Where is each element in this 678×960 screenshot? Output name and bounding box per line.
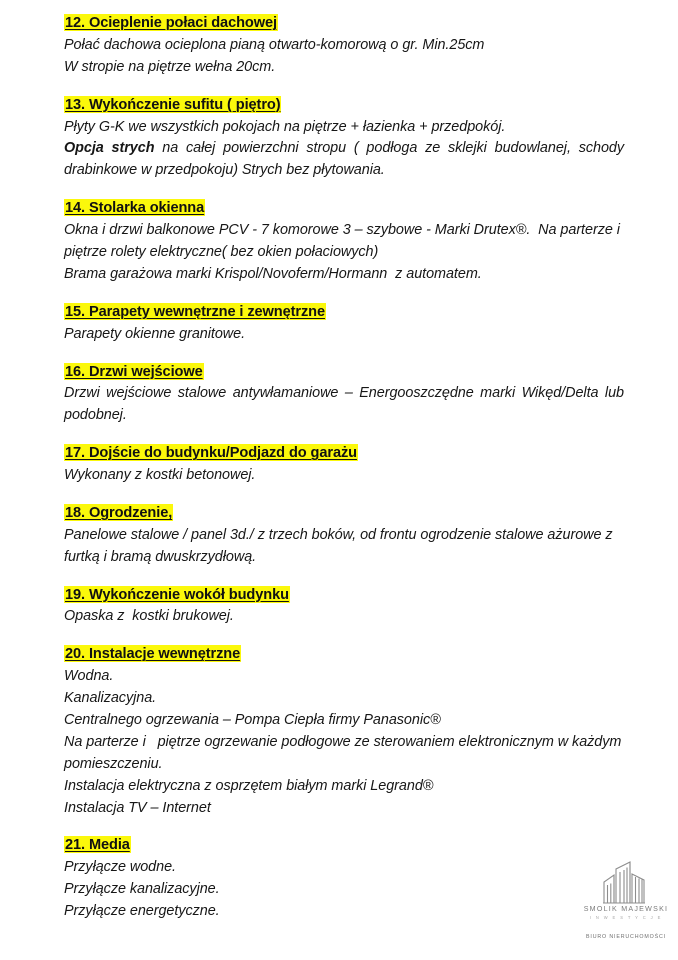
body-line: Kanalizacyjna.	[64, 690, 157, 707]
section-19-heading-wrap	[64, 586, 624, 605]
section-12-body	[64, 35, 624, 79]
section-15	[64, 303, 624, 346]
section-12	[64, 14, 624, 79]
section-13	[64, 96, 624, 183]
section-15-heading-wrap	[64, 303, 624, 322]
section-20	[64, 645, 624, 819]
company-logo	[576, 860, 676, 952]
section-21	[64, 836, 624, 923]
logo-company-name: SMOLIK MAJEWSKI	[583, 905, 669, 913]
section-17	[64, 444, 624, 487]
body-line: Wykonany z kostki betonowej.	[64, 467, 256, 484]
section-18	[64, 504, 624, 569]
body-line: Przyłącze energetyczne.	[64, 903, 220, 920]
section-18-heading-wrap	[64, 504, 624, 523]
section-21-heading-wrap	[64, 836, 624, 855]
section-heading: 15. Parapety wewnętrzne i zewnętrzne	[65, 303, 325, 320]
section-17-body	[64, 465, 624, 487]
section-heading: 12. Ocieplenie połaci dachowej	[65, 15, 277, 31]
body-line: Instalacja elektryczna z osprzętem białym marki Legrand®	[64, 777, 434, 794]
section-19	[64, 586, 624, 629]
body-line: Przyłącze kanalizacyjne.	[64, 881, 220, 898]
section-heading: 20. Instalacje wewnętrzne	[65, 646, 241, 663]
section-20-heading-wrap	[64, 645, 624, 664]
section-14-body	[64, 220, 624, 286]
body-line: Wodna.	[64, 668, 114, 685]
section-heading: 19. Wykończenie wokół budynku	[65, 586, 289, 603]
document-body	[64, 14, 624, 937]
body-line: Instalacja TV – Internet	[64, 799, 211, 816]
section-14	[64, 199, 624, 286]
body-line: Na parterze i piętrze ogrzewanie podłogowe ze sterowaniem elektronicznym w każdym pomieszczeniu.	[64, 733, 626, 772]
section-heading: 16. Drzwi wejściowe	[65, 363, 203, 380]
section-heading: 13. Wykończenie sufitu ( piętro)	[65, 96, 281, 113]
body-line: Centralnego ogrzewania – Pompa Ciepła firmy Panasonic®	[64, 712, 441, 729]
section-13-body-line-2	[64, 138, 624, 182]
section-19-body	[64, 606, 624, 628]
section-12-heading-wrap	[64, 14, 624, 33]
body-line: Opaska z kostki brukowej.	[64, 608, 234, 625]
section-18-body: Panelowe stalowe / panel 3d./ z trzech boków, od frontu ogrodzenie stalowe ażurowe z furtką i bramą dwuskrzydłową.	[64, 526, 613, 565]
body-line: Płyty G-K we wszystkich pokojach na piętrze + łazienka + przedpokój.	[64, 118, 506, 135]
section-13-heading-wrap	[64, 96, 624, 115]
body-line: Przyłącze wodne.	[64, 859, 176, 876]
body-line: W stropie na piętrze wełna 20cm.	[64, 58, 276, 75]
section-heading: 14. Stolarka okienna	[65, 200, 205, 217]
section-15-body	[64, 324, 624, 346]
logo-subtitle: I N W E S T Y C J E	[589, 915, 663, 920]
section-21-body	[64, 857, 624, 923]
section-13-body-line-1	[64, 117, 624, 139]
logo-tagline: BIURO NIERUCHOMOŚCI	[585, 934, 666, 940]
section-20-body	[64, 666, 624, 819]
section-heading: 17. Dojście do budynku/Podjazd do garażu	[65, 445, 357, 462]
body-line: Parapety okienne granitowe.	[64, 325, 246, 342]
body-line: Połać dachowa ocieplona pianą otwarto-komorową o gr. Min.25cm	[64, 36, 485, 53]
body-line: Brama garażowa marki Krispol/Novoferm/Hormann z automatem.	[64, 265, 482, 282]
body-line: Okna i drzwi balkonowe PCV - 7 komorowe 3 – szybowe - Marki Drutex®. Na parterze i piętrze rolety elektryczne( bez okien połaciowych)	[64, 222, 624, 260]
section-16	[64, 363, 624, 428]
section-14-heading-wrap	[64, 199, 624, 218]
section-17-heading-wrap	[64, 444, 624, 463]
section-16-heading-wrap	[64, 363, 624, 382]
section-heading: 21. Media	[65, 837, 130, 854]
body-line: na całej powierzchni stropu ( podłoga ze sklejki budowlanej, schody drabinkowe w przedpokoju) Strych bez płytowania.	[64, 140, 624, 179]
building-skyline-icon	[576, 860, 676, 904]
body-emphasis: Opcja strych	[64, 140, 155, 157]
section-16-body: Drzwi wejściowe stalowe antywłamaniowe – Energooszczędne marki Wikęd/Delta lub podobnej.	[64, 385, 624, 424]
section-heading: 18. Ogrodzenie,	[65, 504, 173, 521]
